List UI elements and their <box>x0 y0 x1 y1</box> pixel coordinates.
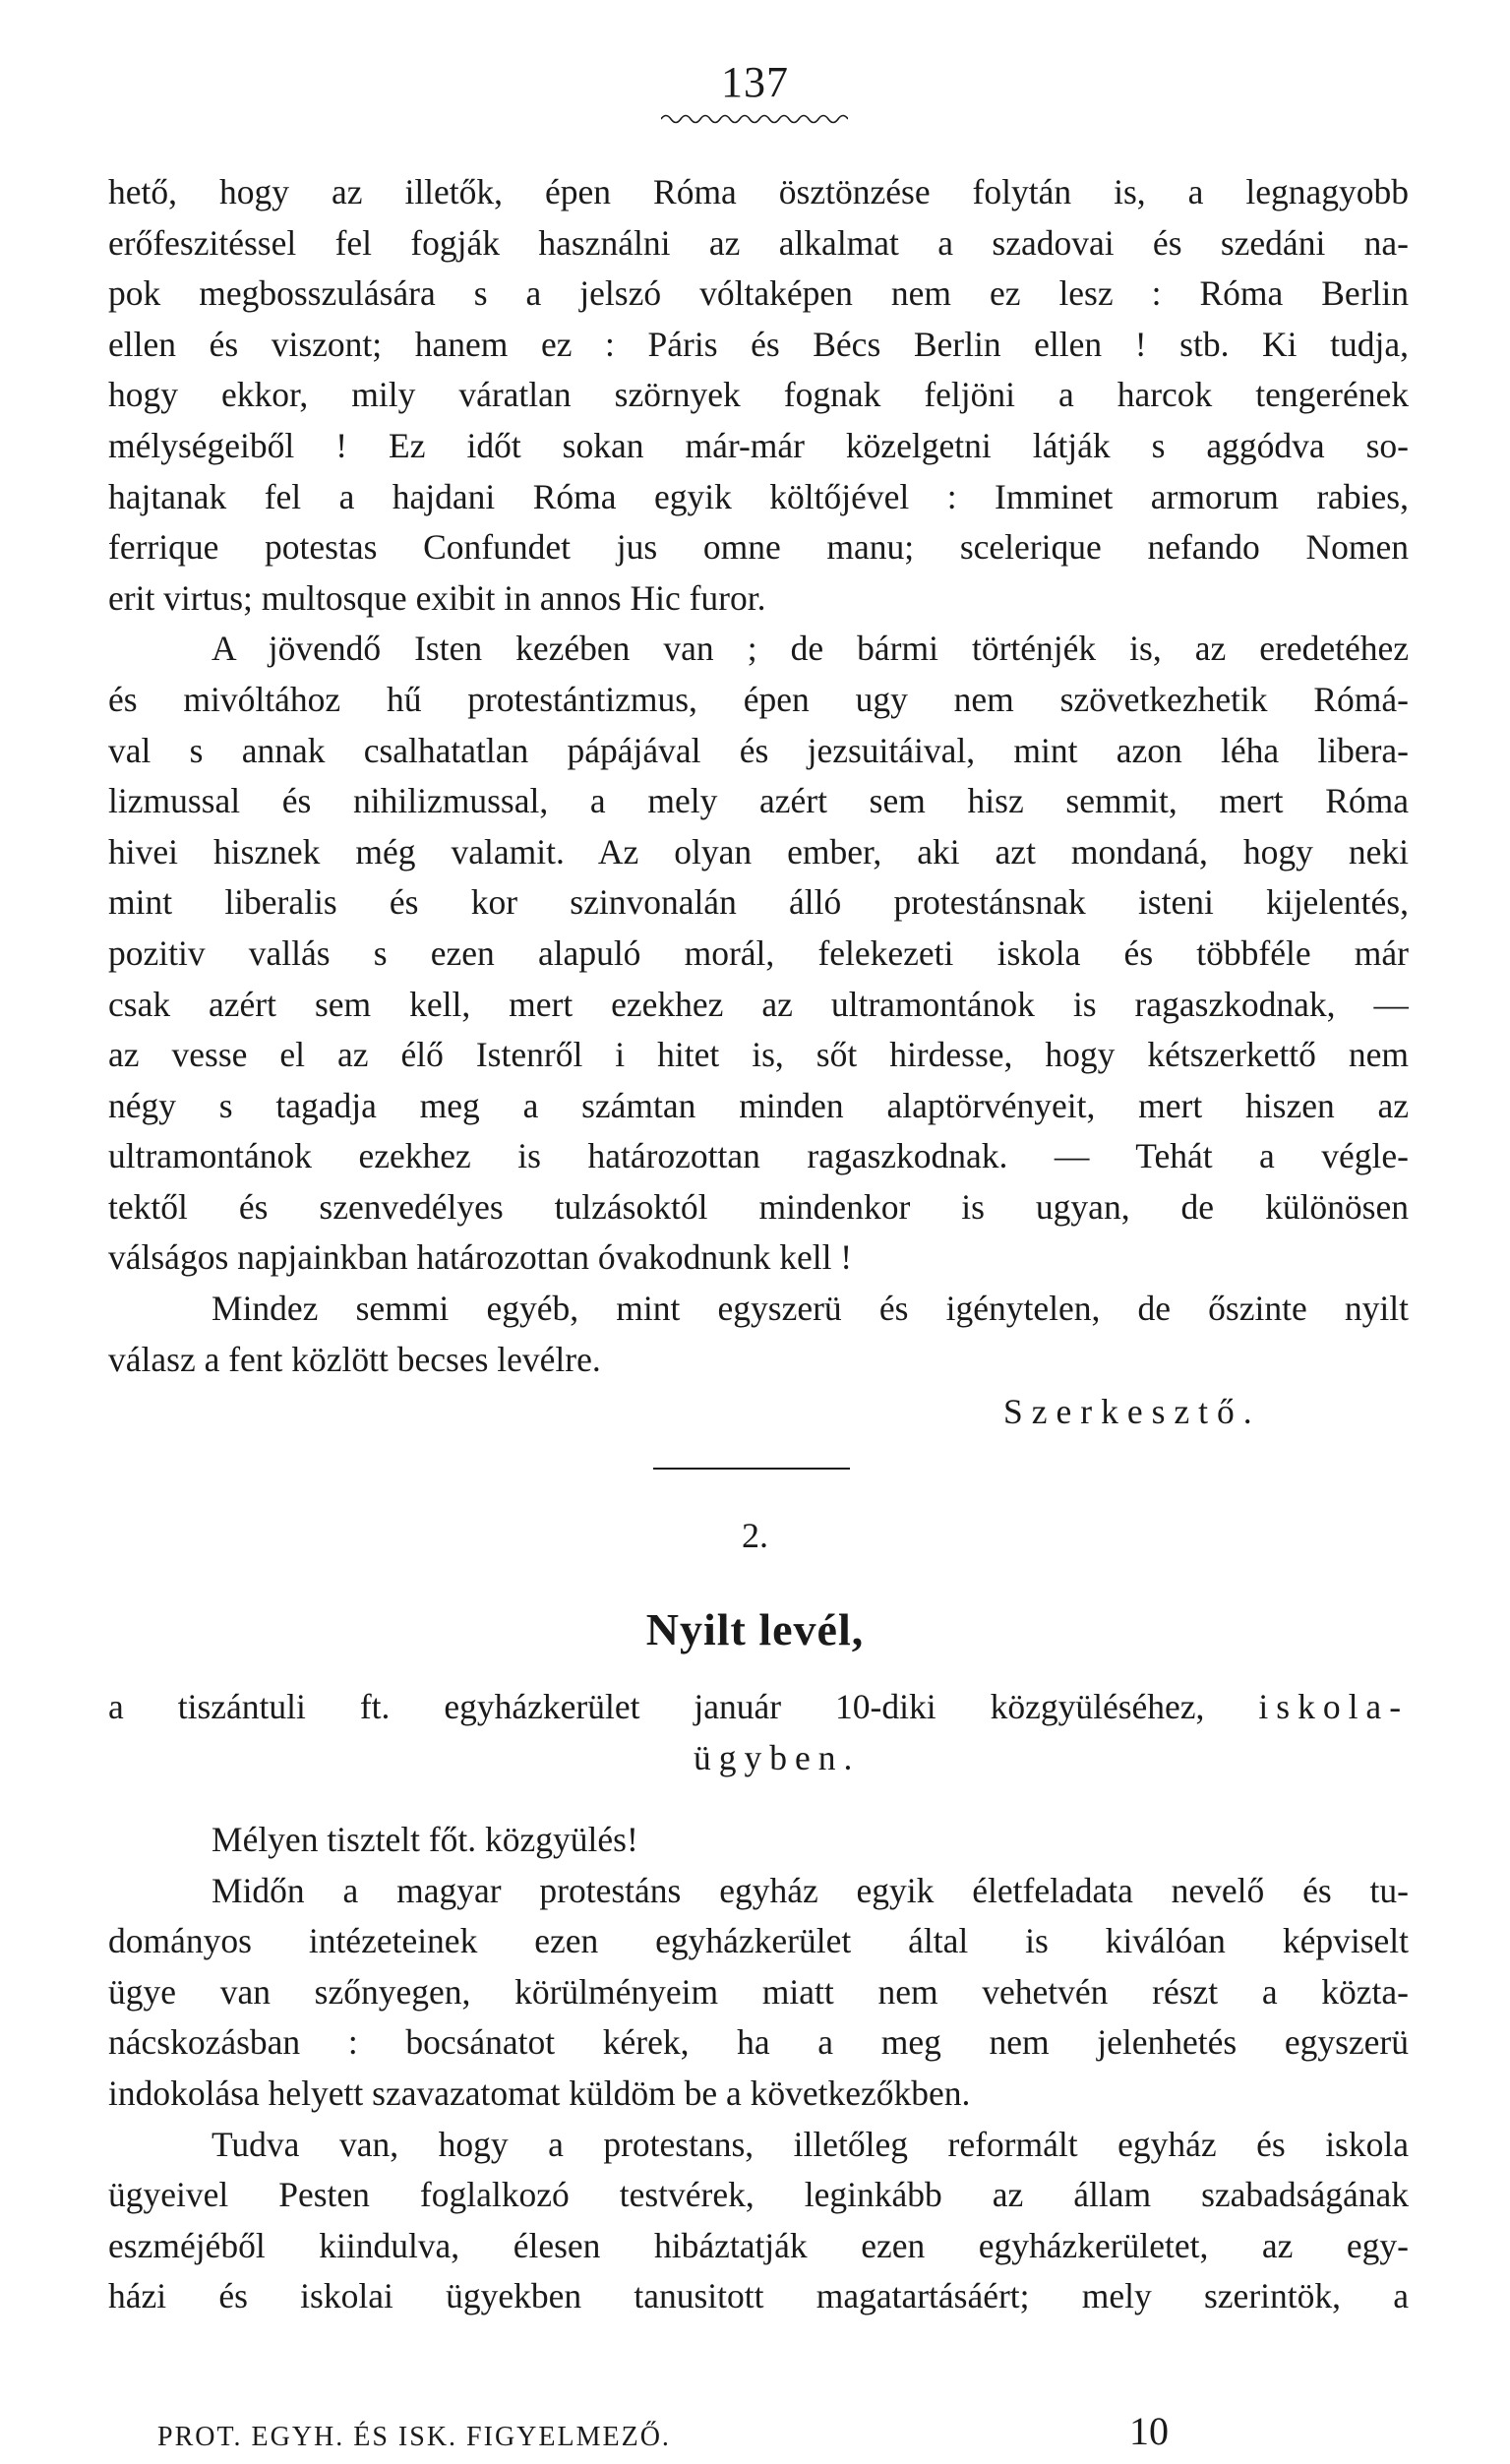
salutation: Mélyen tisztelt főt. közgyülés! <box>211 1820 638 1859</box>
text-line: ügye van szőnyegen, körülményeim miatt nem vehetvén részt a közta- <box>108 1971 1409 2012</box>
text-line: mint liberalis és kor szinvonalán álló protestánsnak isteni kijelentés, <box>108 882 1409 923</box>
addressee <box>108 1682 1409 1783</box>
section-divider <box>653 1468 850 1470</box>
text-line: tektől és szenvedélyes tulzásoktól mindenkor is ugyan, de különösen <box>108 1186 1409 1227</box>
text-line: ultramontánok ezekhez is határozottan ragaszkodnak. — Tehát a végle- <box>108 1136 1409 1176</box>
text-line: nácskozásban : bocsánatot kérek, ha a meg nem jelenhetés egyszerü <box>108 2022 1409 2063</box>
text-line: hogy ekkor, mily váratlan szörnyek fognak feljöni a harcok tengerének <box>108 375 1409 415</box>
text-line: pok megbosszulására s a jelszó vóltaképen nem ez lesz : Róma Berlin <box>108 273 1409 314</box>
text-line: dományos intézeteinek ezen egyházkerület által is kiválóan képviselt <box>108 1921 1409 1961</box>
addressee-text: a tiszántuli ft. egyházkerület január 10-diki közgyüléséhez, <box>108 1687 1205 1726</box>
text-line: hető, hogy az illetők, épen Róma ösztönzése folytán is, a legnagyobb <box>108 172 1409 211</box>
text-line: az vesse el az élő Istenről i hitet is, sőt hirdesse, hogy kétszerkettő nem <box>108 1035 1409 1075</box>
text-line: csak azért sem kell, mert ezekhez az ultramontánok is ragaszkodnak, — <box>108 984 1409 1024</box>
text-line: válasz a fent közlött becses levélre. <box>108 1339 601 1379</box>
addressee-line <box>108 1733 1409 1784</box>
addressee-spaced-text: ügyben. <box>694 1737 861 1777</box>
text-line: házi és iskolai ügyekben tanusitott magatartásáért; mely szerintök, a <box>108 2276 1409 2316</box>
text-line: indokolása helyett szavazatomat küldöm be a következőkben. <box>108 2073 971 2113</box>
text-line: ellen és viszont; hanem ez : Páris és Bécs Berlin ellen ! stb. Ki tudja, <box>108 324 1409 364</box>
text-line: hajtanak fel a hajdani Róma egyik költőjével : Imminet armorum rabies, <box>108 476 1409 516</box>
addressee-spaced-text: iskola- <box>1258 1687 1409 1726</box>
journal-footer: PROT. EGYH. ÉS ISK. FIGYELMEZŐ. <box>157 2422 671 2452</box>
text-line: A jövendő Isten kezében van ; de bármi történjék is, az eredetéhez <box>211 629 1409 669</box>
text-line: erőfeszitéssel fel fogják használni az alkalmat a szadovai és szedáni na- <box>108 222 1409 263</box>
text-line: hivei hisznek még valamit. Az olyan ember, aki azt mondaná, hogy neki <box>108 831 1409 871</box>
text-line: eszméjéből kiindulva, élesen hibáztatják ezen egyházkerületet, az egy- <box>108 2225 1409 2265</box>
letter-title: Nyilt levél, <box>645 1604 865 1654</box>
text-line: lizmussal és nihilizmussal, a mely azért sem hisz semmit, mert Róma <box>108 781 1409 821</box>
text-line: mélységeiből ! Ez időt sokan már-már közelgetni látják s aggódva so- <box>108 425 1409 465</box>
text-line: négy s tagadja meg a számtan minden alaptörvényeit, mert hiszen az <box>108 1085 1409 1125</box>
addressee-line <box>108 1682 1409 1733</box>
page-number: 137 <box>721 58 789 106</box>
wavy-ornament <box>661 112 848 126</box>
text-line: Midőn a magyar protestáns egyház egyik életfeladata nevelő és tu- <box>211 1870 1409 1910</box>
text-line: válságos napjainkban határozottan óvakodnunk kell ! <box>108 1237 853 1278</box>
text-line: és mivóltához hű protestántizmus, épen ugy nem szövetkezhetik Rómá- <box>108 679 1409 719</box>
text-line: Mindez semmi egyéb, mint egyszerü és igénytelen, de őszinte nyilt <box>211 1289 1409 1329</box>
text-line: erit virtus; multosque exibit in annos Hic furor. <box>108 577 766 618</box>
text-line: pozitiv vallás s ezen alapuló morál, felekezeti iskola és többféle már <box>108 932 1409 973</box>
section-2-body <box>108 1815 1409 2322</box>
section-1-body <box>108 167 1409 1385</box>
sheet-number: 10 <box>1129 2409 1169 2453</box>
section-number: 2. <box>742 1516 768 1555</box>
text-line: Tudva van, hogy a protestans, illetőleg reformált egyház és iskola <box>211 2124 1409 2164</box>
text-line: ferrique potestas Confundet jus omne manu; scelerique nefando Nomen <box>108 527 1409 568</box>
editor-signature: Szerkesztő. <box>1003 1392 1261 1431</box>
text-line: val s annak csalhatatlan pápájával és jezsuitáival, mint azon léha libera- <box>108 730 1409 770</box>
text-line: ügyeivel Pesten foglalkozó testvérek, leginkább az állam szabadságának <box>108 2175 1409 2215</box>
